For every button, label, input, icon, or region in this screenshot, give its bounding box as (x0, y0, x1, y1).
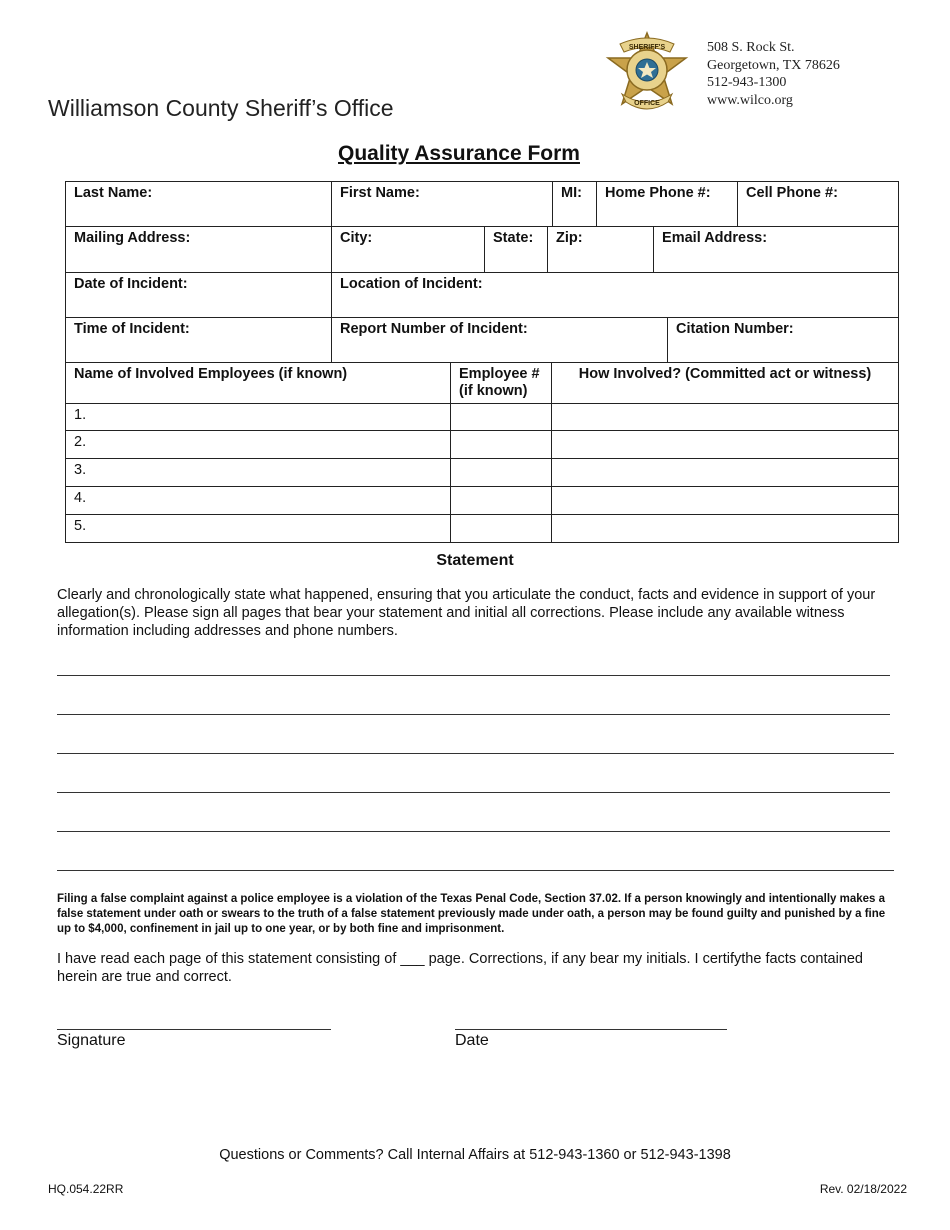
first-name-field[interactable]: First Name: (332, 182, 553, 227)
employee-number-header-sub: (if known) (459, 383, 528, 399)
location-of-incident-field[interactable]: Location of Incident: (332, 273, 899, 318)
address-phone: 512-943-1300 (707, 75, 787, 90)
how-involved-cell[interactable] (552, 404, 899, 431)
home-phone-field[interactable]: Home Phone #: (597, 182, 738, 227)
cell-phone-field[interactable]: Cell Phone #: (738, 182, 899, 227)
complainant-info-table (65, 181, 899, 363)
form-code: HQ.054.22RR (48, 1182, 124, 1196)
employee-number-cell[interactable] (451, 515, 552, 543)
badge-bottom-text: OFFICE (634, 100, 660, 107)
address-website: www.wilco.org (707, 92, 793, 108)
involved-employees-table (65, 362, 899, 543)
employee-name-header: Name of Involved Employees (if known) (66, 363, 451, 404)
employee-number-cell[interactable] (451, 404, 552, 431)
zip-field[interactable]: Zip: (548, 227, 654, 273)
form-title: Quality Assurance Form (338, 142, 580, 165)
statement-write-line[interactable] (57, 870, 894, 871)
last-name-field[interactable]: Last Name: (66, 182, 332, 227)
how-involved-header: How Involved? (Committed act or witness) (552, 363, 899, 404)
statement-heading: Statement (436, 552, 514, 569)
certification-text: I have read each page of this statement consisting of ___ page. Corrections, if any bear my initials. I certifythe facts contained herein are true and correct. (57, 951, 863, 985)
employee-row-number[interactable]: 1. (66, 404, 451, 431)
email-address-field[interactable]: Email Address: (654, 227, 899, 273)
report-number-field[interactable]: Report Number of Incident: (332, 318, 668, 363)
address-city: Georgetown, TX 78626 (707, 57, 840, 73)
badge-top-text: SHERIFF'S (628, 44, 666, 51)
agency-name: Williamson County Sheriff’s Office (48, 95, 394, 121)
date-of-incident-field[interactable]: Date of Incident: (66, 273, 332, 318)
how-involved-cell[interactable] (552, 431, 899, 459)
statement-write-line[interactable] (57, 792, 890, 793)
revision-date: Rev. 02/18/2022 (819, 1182, 907, 1196)
employee-number-header-label: Employee # (459, 366, 540, 382)
employee-row-number[interactable]: 4. (66, 487, 451, 515)
how-involved-cell[interactable] (552, 487, 899, 515)
internal-affairs-contact: Questions or Comments? Call Internal Affairs at 512-943-1360 or 512-943-1398 (219, 1147, 731, 1163)
time-of-incident-field[interactable]: Time of Incident: (66, 318, 332, 363)
date-line[interactable] (455, 1029, 727, 1030)
false-complaint-warning: Filing a false complaint against a police employee is a violation of the Texas Penal Code, Section 37.02. If a person knowingly and intentionally makes a false statement under oath or swears to the truth of a false statement previously made under oath, a person may be found guilty and punished by a fine up to $4,000, confinement in jail up to one year, or by both fine and imprisonment. (57, 893, 886, 935)
state-field[interactable]: State: (485, 227, 548, 273)
employee-number-cell[interactable] (451, 487, 552, 515)
middle-initial-field[interactable]: MI: (553, 182, 597, 227)
agency-address (707, 39, 840, 109)
employee-number-cell[interactable] (451, 459, 552, 487)
signature-line[interactable] (57, 1029, 331, 1030)
date-label: Date (455, 1032, 489, 1049)
employee-row-number[interactable]: 2. (66, 431, 451, 459)
how-involved-cell[interactable] (552, 515, 899, 543)
employee-row-number[interactable]: 3. (66, 459, 451, 487)
sheriff-badge-logo (602, 30, 692, 120)
statement-instructions: Clearly and chronologically state what happened, ensuring that you articulate the conduct, facts and evidence in support of your allegation(s). Please sign all pages that bear your statement and initial all corrections. Please include any available witness information including addresses and phone numbers. (57, 587, 876, 639)
statement-write-line[interactable] (57, 753, 894, 754)
mailing-address-field[interactable]: Mailing Address: (66, 227, 332, 273)
how-involved-cell[interactable] (552, 459, 899, 487)
statement-write-line[interactable] (57, 831, 890, 832)
employee-number-cell[interactable] (451, 431, 552, 459)
employee-number-header (451, 363, 552, 404)
citation-number-field[interactable]: Citation Number: (668, 318, 899, 363)
city-field[interactable]: City: (332, 227, 485, 273)
statement-write-line[interactable] (57, 714, 890, 715)
statement-write-line[interactable] (57, 675, 890, 676)
employee-row-number[interactable]: 5. (66, 515, 451, 543)
address-street: 508 S. Rock St. (707, 40, 795, 55)
signature-label: Signature (57, 1032, 126, 1049)
